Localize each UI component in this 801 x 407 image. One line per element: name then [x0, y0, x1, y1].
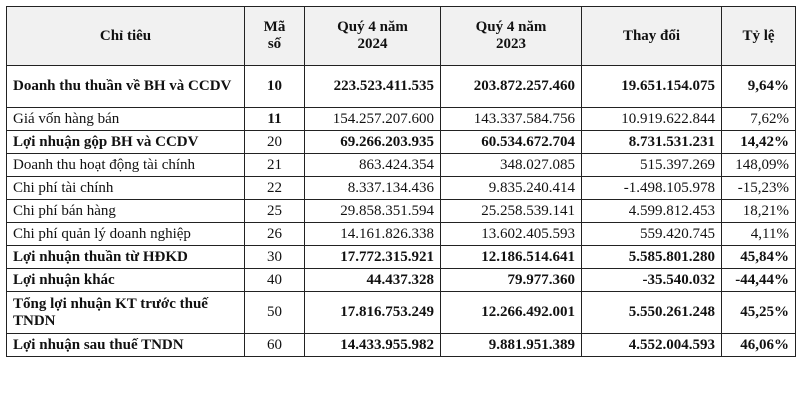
table-row	[7, 292, 796, 334]
table-row	[7, 154, 796, 177]
row-change: 4.552.004.593	[582, 334, 722, 357]
row-change: 5.585.801.280	[582, 246, 722, 269]
row-code: 11	[245, 108, 305, 131]
row-name: Lợi nhuận gộp BH và CCDV	[7, 131, 245, 154]
row-ratio: 4,11%	[722, 223, 796, 246]
row-q4-2024: 8.337.134.436	[305, 177, 441, 200]
row-q4-2023: 13.602.405.593	[441, 223, 582, 246]
row-q4-2023: 12.266.492.001	[441, 292, 582, 334]
row-code: 60	[245, 334, 305, 357]
row-code: 21	[245, 154, 305, 177]
header-name: Chỉ tiêu	[7, 7, 245, 66]
row-q4-2023: 9.881.951.389	[441, 334, 582, 357]
row-ratio: 45,25%	[722, 292, 796, 334]
row-q4-2024: 154.257.207.600	[305, 108, 441, 131]
row-code: 20	[245, 131, 305, 154]
row-name: Giá vốn hàng bán	[7, 108, 245, 131]
header-code: Mã số	[245, 7, 305, 66]
row-name: Doanh thu hoạt động tài chính	[7, 154, 245, 177]
table-row	[7, 108, 796, 131]
row-change: 4.599.812.453	[582, 200, 722, 223]
row-ratio: 9,64%	[722, 66, 796, 108]
table-row	[7, 223, 796, 246]
row-ratio: 46,06%	[722, 334, 796, 357]
row-q4-2024: 14.161.826.338	[305, 223, 441, 246]
table-row	[7, 269, 796, 292]
row-q4-2023: 79.977.360	[441, 269, 582, 292]
row-change: 10.919.622.844	[582, 108, 722, 131]
row-name: Lợi nhuận thuần từ HĐKD	[7, 246, 245, 269]
header-change: Thay đổi	[582, 7, 722, 66]
header-row	[7, 7, 796, 66]
row-ratio: 14,42%	[722, 131, 796, 154]
row-name: Lợi nhuận sau thuế TNDN	[7, 334, 245, 357]
row-q4-2024: 14.433.955.982	[305, 334, 441, 357]
row-code: 30	[245, 246, 305, 269]
row-change: -35.540.032	[582, 269, 722, 292]
header-q4-2024: Quý 4 năm 2024	[305, 7, 441, 66]
row-change: -1.498.105.978	[582, 177, 722, 200]
row-change: 559.420.745	[582, 223, 722, 246]
row-q4-2024: 17.772.315.921	[305, 246, 441, 269]
row-ratio: -15,23%	[722, 177, 796, 200]
row-change: 515.397.269	[582, 154, 722, 177]
table-row	[7, 131, 796, 154]
row-code: 26	[245, 223, 305, 246]
table-row	[7, 200, 796, 223]
row-q4-2024: 17.816.753.249	[305, 292, 441, 334]
row-q4-2023: 348.027.085	[441, 154, 582, 177]
row-q4-2024: 69.266.203.935	[305, 131, 441, 154]
header-q4-2023: Quý 4 năm 2023	[441, 7, 582, 66]
row-q4-2023: 25.258.539.141	[441, 200, 582, 223]
table-row	[7, 177, 796, 200]
row-code: 22	[245, 177, 305, 200]
header-ratio: Tỷ lệ	[722, 7, 796, 66]
row-change: 19.651.154.075	[582, 66, 722, 108]
table-row	[7, 246, 796, 269]
row-q4-2023: 12.186.514.641	[441, 246, 582, 269]
row-name: Tổng lợi nhuận KT trước thuế TNDN	[7, 292, 245, 334]
row-ratio: 7,62%	[722, 108, 796, 131]
table-row	[7, 66, 796, 108]
row-code: 10	[245, 66, 305, 108]
row-change: 8.731.531.231	[582, 131, 722, 154]
row-code: 50	[245, 292, 305, 334]
row-q4-2024: 44.437.328	[305, 269, 441, 292]
row-ratio: 45,84%	[722, 246, 796, 269]
row-ratio: -44,44%	[722, 269, 796, 292]
financial-table	[6, 6, 796, 357]
row-q4-2023: 143.337.584.756	[441, 108, 582, 131]
row-q4-2023: 60.534.672.704	[441, 131, 582, 154]
row-q4-2023: 9.835.240.414	[441, 177, 582, 200]
row-code: 40	[245, 269, 305, 292]
row-change: 5.550.261.248	[582, 292, 722, 334]
row-name: Chi phí tài chính	[7, 177, 245, 200]
row-name: Doanh thu thuần về BH và CCDV	[7, 66, 245, 108]
row-name: Chi phí bán hàng	[7, 200, 245, 223]
row-code: 25	[245, 200, 305, 223]
row-q4-2024: 29.858.351.594	[305, 200, 441, 223]
row-q4-2024: 863.424.354	[305, 154, 441, 177]
row-ratio: 148,09%	[722, 154, 796, 177]
row-name: Chi phí quản lý doanh nghiệp	[7, 223, 245, 246]
row-q4-2024: 223.523.411.535	[305, 66, 441, 108]
table-row	[7, 334, 796, 357]
row-ratio: 18,21%	[722, 200, 796, 223]
row-name: Lợi nhuận khác	[7, 269, 245, 292]
row-q4-2023: 203.872.257.460	[441, 66, 582, 108]
